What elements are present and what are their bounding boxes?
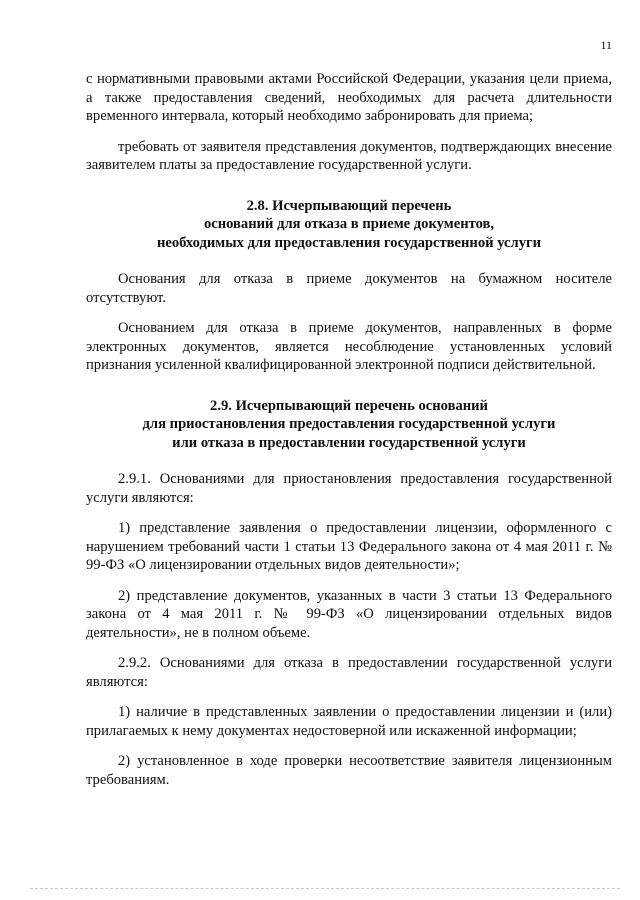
paragraph-2-9-1-item-2: 2) представление документов, указанных в части 3 статьи 13 Федерального закона от 4 мая 2011 г. № 99-ФЗ «О лицензировании отдельных видов деятельности», не в полном объеме. [86, 587, 612, 641]
paragraph-2-9-2-item-1: 1) наличие в представленных заявлении о предоставлении лицензии и (или) прилагаемых к нему документах недостоверной или искаженной информации; [86, 704, 612, 739]
page-number: 11 [600, 38, 612, 52]
paragraph-continuation: с нормативными правовыми актами Российской Федерации, указания цели приема, а также предоставления сведений, необходимых для расчета длительности временного интервала, который необходимо забронировать для приема; [86, 71, 612, 124]
heading-line: 2.8. Исчерпывающий перечень [246, 197, 452, 214]
paragraph-2-9-1-item-1: 1) представление заявления о предоставлении лицензии, оформленного с нарушением требований части 1 статьи 13 Федерального закона от 4 мая 2011 г. № 99-ФЗ «О лицензировании отдельных видов деятельности»; [86, 520, 612, 573]
paragraph-paper-grounds: Основания для отказа в приеме документов на бумажном носителе отсутствуют. [86, 271, 612, 306]
heading-line: для приостановления предоставления государственной услуги [142, 416, 556, 432]
heading-line: оснований для отказа в приеме документов, [203, 216, 495, 232]
document-body [86, 70, 612, 789]
paragraph-fee-requirement: требовать от заявителя представления документов, подтверждающих внесение заявителем платы за предоставление государственной услуги. [86, 138, 612, 173]
heading-line: 2.9. Исчерпывающий перечень оснований [210, 397, 488, 414]
scan-footer-line [30, 888, 620, 889]
paragraph-electronic-grounds: Основанием для отказа в приеме документов, направленных в форме электронных документов, является несоблюдение установленных условий признания усиленной квалифицированной электронной подписи действительной. [86, 320, 612, 373]
heading-line: или отказа в предоставлении государственной услуги [172, 434, 526, 451]
paragraph-2-9-2: 2.9.2. Основаниями для отказа в предоставлении государственной услуги являются: [86, 655, 612, 690]
heading-line: необходимых для предоставления государственной услуги [156, 234, 542, 251]
paragraph-2-9-1: 2.9.1. Основаниями для приостановления предоставления государственной услуги являются: [86, 471, 612, 506]
section-heading-2-9 [86, 397, 612, 453]
section-heading-2-8 [86, 197, 612, 253]
paragraph-2-9-2-item-2: 2) установленное в ходе проверки несоответствие заявителя лицензионным требованиям. [86, 753, 612, 788]
